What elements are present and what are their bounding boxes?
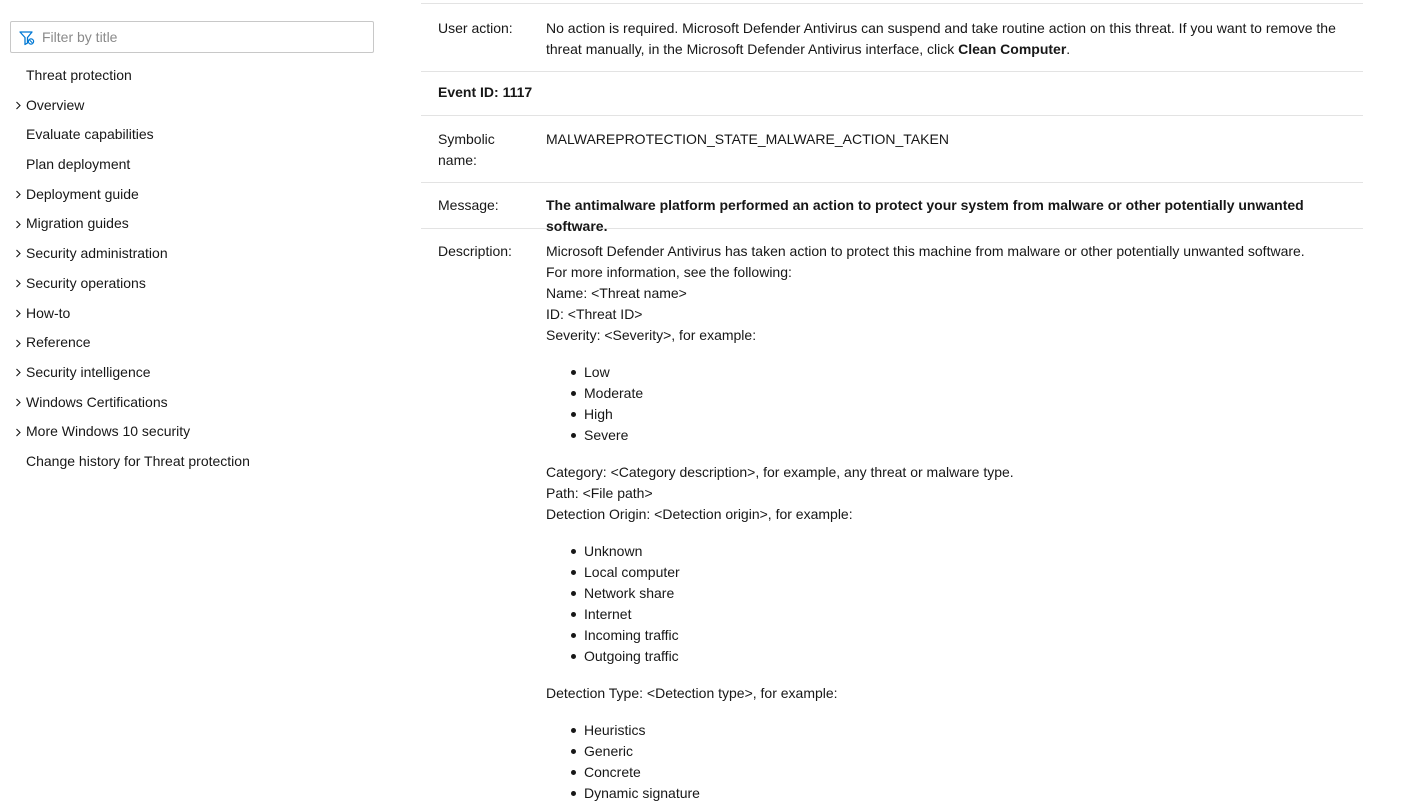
description-intro	[546, 241, 1346, 346]
user-action-text: No action is required. Microsoft Defender Antivirus can suspend and take routine action on this threat. If you want to remove the threat manually, in the Microsoft Defender Antivirus interface, click	[546, 20, 1336, 57]
symbolic-name-row	[421, 115, 1363, 183]
toc-item-label: How-to	[26, 304, 71, 321]
detection-type-list	[546, 720, 1346, 804]
bullet-icon	[571, 770, 576, 775]
list-item-label: Local computer	[584, 564, 680, 580]
list-item	[546, 720, 1346, 741]
toc-item[interactable]	[0, 358, 390, 388]
toc-item-label: Security intelligence	[26, 363, 151, 380]
toc-item[interactable]	[0, 388, 390, 418]
list-item-label: Dynamic signature	[584, 785, 700, 801]
toc-item[interactable]	[0, 209, 390, 239]
detection-origin-list	[546, 541, 1346, 667]
description-row	[421, 229, 1363, 810]
user-action-value	[546, 18, 1346, 60]
toc-item-label: Evaluate capabilities	[26, 126, 154, 143]
message-row	[421, 183, 1363, 234]
toc-item[interactable]	[0, 328, 390, 358]
filter-icon	[18, 29, 36, 47]
toc-item[interactable]	[0, 91, 390, 121]
chevron-right-icon[interactable]	[14, 209, 22, 239]
description-value	[546, 241, 1346, 810]
toc-item-label: Security operations	[26, 274, 146, 291]
description-detection-type	[546, 683, 1346, 704]
toc-item-label: Threat protection	[26, 67, 132, 83]
toc-item[interactable]	[0, 447, 390, 477]
description-line: Path: <File path>	[546, 485, 653, 501]
bullet-icon	[571, 791, 576, 796]
list-item-label: Heuristics	[584, 722, 646, 738]
chevron-right-icon[interactable]	[14, 269, 22, 299]
description-line: Severity: <Severity>, for example:	[546, 327, 757, 343]
list-item-label: Outgoing traffic	[584, 648, 679, 664]
toc-item[interactable]	[0, 417, 390, 447]
list-item	[546, 541, 1346, 562]
symbolic-name-label-line2: name:	[438, 152, 477, 168]
list-item	[546, 783, 1346, 804]
description-line: Detection Origin: <Detection origin>, for example:	[546, 506, 853, 522]
description-category-path	[546, 462, 1346, 525]
chevron-right-icon[interactable]	[14, 180, 22, 210]
toc-item[interactable]	[0, 120, 390, 150]
clean-computer-text: Clean Computer	[958, 41, 1067, 57]
description-line: Detection Type: <Detection type>, for example:	[546, 685, 838, 701]
bullet-icon	[571, 370, 576, 375]
user-action-label: User action:	[438, 20, 513, 36]
list-item	[546, 383, 1346, 404]
bullet-icon	[571, 591, 576, 596]
toc-item-label: Overview	[26, 96, 85, 113]
toc-item[interactable]	[0, 269, 390, 299]
sidebar-toc	[0, 0, 390, 810]
toc-item[interactable]	[0, 61, 390, 91]
description-line: Microsoft Defender Antivirus has taken action to protect this machine from malware or other potentially unwanted software.	[546, 243, 1305, 259]
list-item-label: Low	[584, 364, 610, 380]
bullet-icon	[571, 749, 576, 754]
list-item-label: High	[584, 406, 613, 422]
message-label: Message:	[438, 197, 499, 213]
filter-input[interactable]	[42, 22, 368, 52]
list-item-label: Incoming traffic	[584, 627, 679, 643]
toc-item-label: More Windows 10 security	[26, 423, 191, 440]
bullet-icon	[571, 412, 576, 417]
list-item	[546, 425, 1346, 446]
bullet-icon	[571, 654, 576, 659]
filter-box[interactable]	[10, 21, 374, 53]
event-id-heading: Event ID: 1117	[438, 84, 533, 100]
list-item-label: Severe	[584, 427, 629, 443]
toc-item-label: Windows Certifications	[26, 393, 168, 410]
chevron-right-icon[interactable]	[14, 91, 22, 121]
symbolic-name-label-line1: Symbolic	[438, 131, 495, 147]
bullet-icon	[571, 549, 576, 554]
symbolic-name-value: MALWAREPROTECTION_STATE_MALWARE_ACTION_TAKEN	[546, 131, 949, 147]
bullet-icon	[571, 391, 576, 396]
list-item	[546, 646, 1346, 667]
symbolic-name-label	[438, 129, 495, 171]
toc-item-label: Migration guides	[26, 215, 129, 232]
user-action-row	[421, 3, 1363, 72]
bullet-icon	[571, 570, 576, 575]
toc-list	[0, 61, 390, 477]
user-action-period: .	[1066, 41, 1071, 57]
bullet-icon	[571, 612, 576, 617]
toc-item-label: Reference	[26, 334, 91, 351]
toc-item[interactable]	[0, 180, 390, 210]
list-item-label: Moderate	[584, 385, 644, 401]
description-line: Name: <Threat name>	[546, 285, 687, 301]
toc-item-label: Security administration	[26, 245, 168, 262]
bullet-icon	[571, 633, 576, 638]
description-line: For more information, see the following:	[546, 264, 792, 280]
toc-item[interactable]	[0, 150, 390, 180]
chevron-right-icon[interactable]	[14, 417, 22, 447]
list-item-label: Network share	[584, 585, 675, 601]
list-item	[546, 604, 1346, 625]
toc-item-label: Plan deployment	[26, 156, 131, 173]
list-item	[546, 362, 1346, 383]
chevron-right-icon[interactable]	[14, 358, 22, 388]
description-label: Description:	[438, 243, 512, 259]
description-line: ID: <Threat ID>	[546, 306, 643, 322]
toc-item[interactable]	[0, 239, 390, 269]
chevron-right-icon[interactable]	[14, 299, 22, 329]
list-item	[546, 404, 1346, 425]
list-item	[546, 741, 1346, 762]
list-item	[546, 562, 1346, 583]
severity-list	[546, 362, 1346, 446]
toc-item[interactable]	[0, 299, 390, 329]
chevron-right-icon[interactable]	[14, 328, 22, 358]
list-item	[546, 583, 1346, 604]
list-item-label: Unknown	[584, 543, 643, 559]
chevron-right-icon[interactable]	[14, 239, 22, 269]
description-line: Category: <Category description>, for example, any threat or malware type.	[546, 464, 1014, 480]
list-item-label: Internet	[584, 606, 632, 622]
bullet-icon	[571, 433, 576, 438]
list-item	[546, 625, 1346, 646]
list-item-label: Concrete	[584, 764, 641, 780]
list-item	[546, 762, 1346, 783]
message-value: The antimalware platform performed an action to protect your system from malware or other potentially unwanted software.	[546, 197, 1304, 234]
toc-item-label: Deployment guide	[26, 185, 139, 202]
bullet-icon	[571, 728, 576, 733]
list-item-label: Generic	[584, 743, 634, 759]
toc-item-label: Change history for Threat protection	[26, 452, 250, 469]
chevron-right-icon[interactable]	[14, 388, 22, 418]
